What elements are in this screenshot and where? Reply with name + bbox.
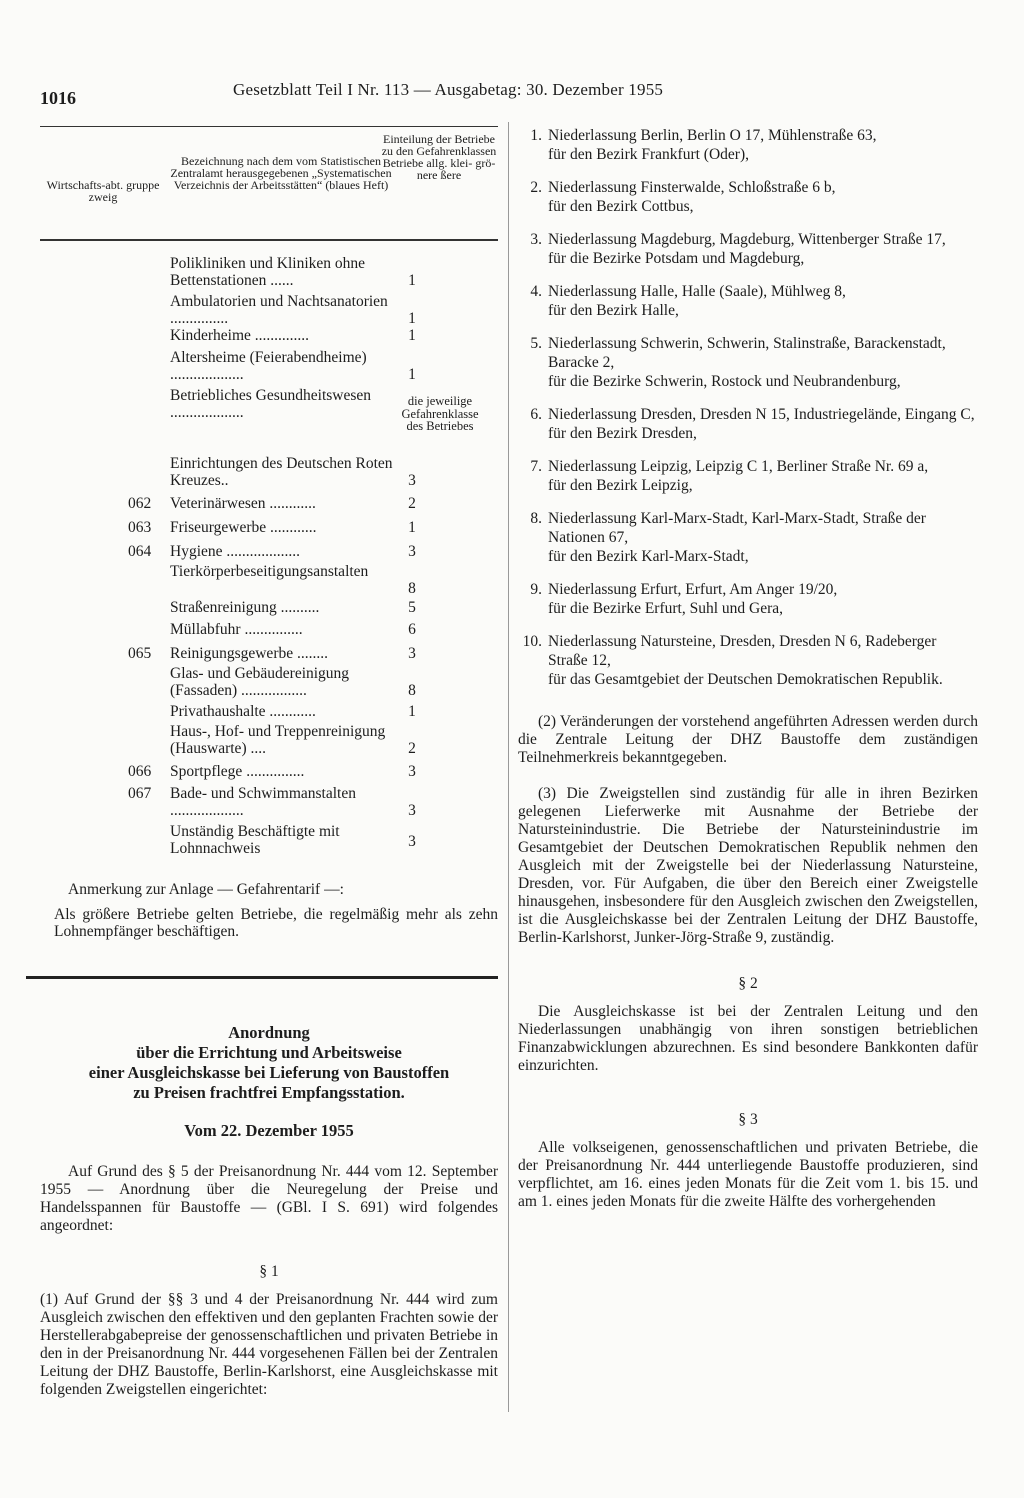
anmerkung-text: Als größere Betriebe gelten Betriebe, die regelmäßig mehr als zehn Lohnempfänger beschäftigen. (54, 906, 498, 940)
list-item: 2. Niederlassung Finsterwalde, Schloßstraße 6 b, für den Bezirk Cottbus, (530, 179, 836, 215)
list-item: 3. Niederlassung Magdeburg, Magdeburg, Wittenberger Straße 17, für die Bezirke Potsdam und Magdeburg, (530, 231, 946, 267)
section-3-heading: § 3 (738, 1111, 758, 1128)
anordnung-title: Anordnung über die Errichtung und Arbeitsweise einer Ausgleichskasse bei Lieferung von Baustoffen zu Preisen frachtfrei Empfangsstation. (88, 1023, 450, 1102)
header-wirtschaft: Wirtschafts-abt. gruppe zweig (46, 178, 160, 204)
section-1-heading: § 1 (259, 1263, 279, 1280)
table-header (40, 126, 498, 241)
section-1-paragraph-1: (1) Auf Grund der §§ 3 und 4 der Preisanordnung Nr. 444 wird zum Ausgleich zwischen den effektiven und den geplanten Frachten sowie der Herstellerabgabepreise der genossenschaftlichen und privaten Betriebe in den in der Preisanordnung Nr. 444 vorgesehenen Fällen bei der Zentralen Leitung der DHZ Baustoffe, Berlin-Karlshorst, eine Ausgleichskasse mit folgenden Zweigstellen eingerichtet: (40, 1291, 498, 1398)
list-item: 5. Niederlassung Schwerin, Schwerin, Stalinstraße, Barackenstadt, Baracke 2, für die Bezirke Schwerin, Rostock und Neubrandenburg, (530, 335, 946, 390)
section-2-text: Die Ausgleichskasse ist bei der Zentralen Leitung und den Niederlassungen unabhängig von ihren sonstigen betrieblichen Finanzabwicklungen abzurechnen. Es sind besondere Bankkonten dafür einzurichten. (518, 1003, 978, 1074)
header-bezeichnung: Bezeichnung nach dem vom Statistischen Zentralamt herausgegebenen „Systematischen Verzeichnis der Arbeitsstätten“ (blaues Heft) (170, 154, 392, 192)
page-number: 1016 (40, 88, 76, 108)
section-3-text: Alle volkseigenen, genossenschaftlichen und privaten Betriebe, die der Preisanordnung Nr. 444 unterliegende Baustoffe produzieren, sind verpflichtet, am 16. eines jeden Monats für die Zeit vom 1. bis 15. und am 1. eines jeden Monats für die zweite Hälfte des vorhergehenden (518, 1139, 978, 1210)
anordnung-intro: Auf Grund des § 5 der Preisanordnung Nr. 444 vom 12. September 1955 — Anordnung über die Neuregelung der Preise und Handelsspannen für Baustoffe — (GBl. I S. 691) wird folgendes angeordnet: (40, 1163, 498, 1234)
list-item: 9. Niederlassung Erfurt, Erfurt, Am Anger 19/20, für die Bezirke Erfurt, Suhl und Gera, (530, 581, 838, 617)
list-item: 8. Niederlassung Karl-Marx-Stadt, Karl-Marx-Stadt, Straße der Nationen 67, für den Bezirk Karl-Marx-Stadt, (530, 510, 926, 565)
niederlassungen-list (518, 126, 978, 689)
header-einteilung: Einteilung der Betriebe zu den Gefahrenklassen Betriebe allg. klei- grö- nere ßere (381, 132, 497, 182)
list-item: 1. Niederlassung Berlin, Berlin O 17, Mühlenstraße 63, für den Bezirk Frankfurt (Oder), (530, 127, 877, 163)
left-column (40, 126, 498, 1399)
anordnung-date: Vom 22. Dezember 1955 (184, 1121, 354, 1140)
column-divider (508, 122, 509, 1412)
page-header (40, 80, 980, 110)
section-2-heading: § 2 (738, 975, 758, 992)
section-rule (26, 976, 498, 979)
list-item: 4. Niederlassung Halle, Halle (Saale), Mühlweg 8, für den Bezirk Halle, (530, 283, 846, 319)
paragraph-3: (3) Die Zweigstellen sind zuständig für alle in ihren Bezirken gelegenen Lieferwerke mit Ausnahme der Betriebe der Natursteinindustrie. Die Betriebe der Natursteinindustrie im Gesamtgebiet der Deutschen Demokratischen Republik nehmen den Ausgleich mit der Zweigstelle bei der Niederlassung Natursteine, Dresden, vor. Für Aufgaben, die über den Bereich einer Zweigstelle hinausgehen, insbesondere für den Ausgleich zwischen den Zweigstellen, ist die Ausgleichskasse bei der Zentralen Leitung der DHZ Baustoffe, Berlin-Karlshorst, Junker-Jörg-Straße 9, zuständig. (518, 785, 978, 946)
list-item: 7. Niederlassung Leipzig, Leipzig C 1, Berliner Straße Nr. 69 a, für den Bezirk Leipzig, (530, 458, 929, 494)
anmerkung-title: Anmerkung zur Anlage — Gefahrentarif —: (68, 881, 344, 898)
right-column (518, 126, 978, 1227)
paragraph-2: (2) Veränderungen der vorstehend angeführten Adressen werden durch die Zentrale Leitung der DHZ Baustoffe dem zuständigen Teilnehmerkreis bekanntgegeben. (518, 713, 978, 766)
page-title: Gesetzblatt Teil I Nr. 113 — Ausgabetag: 30. Dezember 1955 (233, 80, 664, 99)
table-body: Polikliniken und Kliniken ohne Bettenstationen ...... 1 Ambulatorien und Nachtsanatorien ............... 1 Kinderheime .............. 1 Altersheime (Feierabendheime) ................... 1 Betriebliches Gesundheitswesen ................... die jeweilige Gefahrenklasse des Betriebes Einrichtungen des Deutschen Roten Kreuzes.. 3 062 Veterinärwesen ............ 2 063 Friseurgewerbe ............ 1 064 Hygiene ................... 3 Tierkörperbeseitigungsanstalten 8 Straßenreinigung .......... 5 Müllabfuhr ............... 6 065 Reinigungsgewerbe ........ 3 Glas- und Gebäudereinigung (Fassaden) ................. 8 Privathaushalte ............ 1 Haus-, Hof- und Treppenreinigung (Hauswarte) .... 2 066 Sportpflege ............... 3 067 Bade- und Schwimmanstalten ................... 3 Unständig Beschäftigte mit Lohnnachweis 3 (128, 255, 479, 857)
list-item: 10. Niederlassung Natursteine, Dresden, Dresden N 6, Radeberger Straße 12, für das Gesamtgebiet der Deutschen Demokratischen Republik. (522, 633, 943, 688)
list-item: 6. Niederlassung Dresden, Dresden N 15, Industriegelände, Eingang C, für den Bezirk Dresden, (530, 406, 975, 442)
anmerkung (40, 881, 498, 940)
